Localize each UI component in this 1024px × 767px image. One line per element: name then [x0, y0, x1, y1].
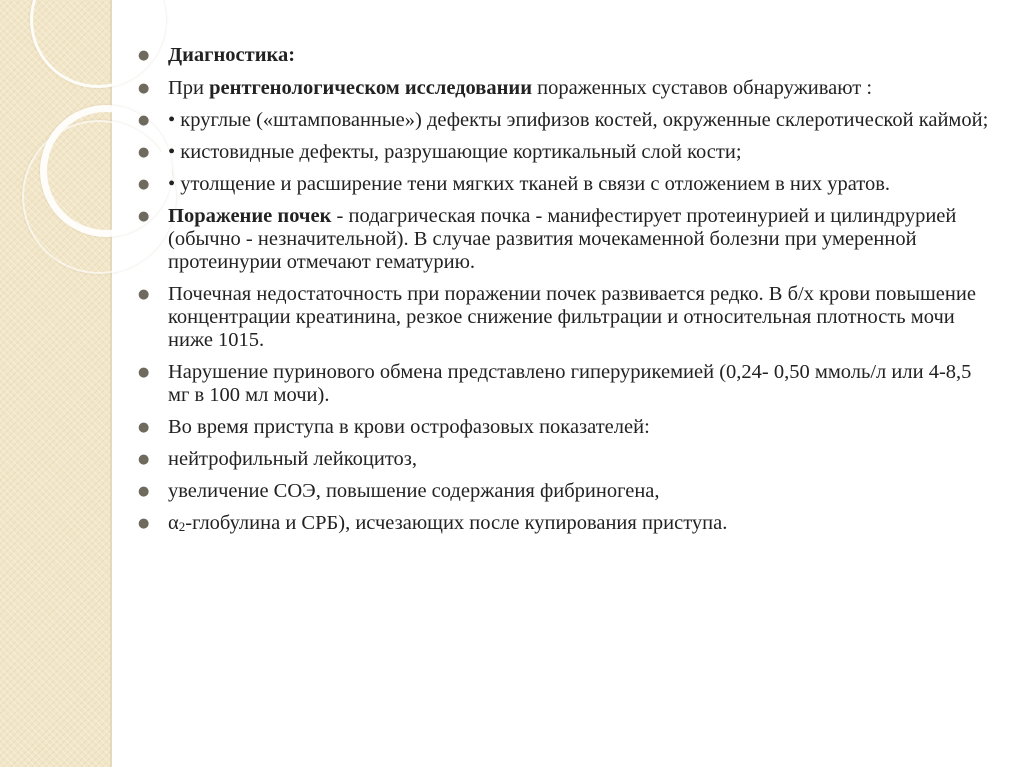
- list-item-pre: При: [168, 77, 210, 99]
- list-item-rest: -глобулина и СРБ), исчезающих после купирования приступа.: [185, 512, 728, 534]
- bold-xray: рентгенологическом исследовании: [209, 77, 533, 99]
- list-item-text: Нарушение пуринового обмена представлено гиперурикемией (0,24- 0,50 ммоль/л или 4-8,5 мг в 100 мл мочи).: [168, 361, 972, 406]
- list-item-text: • утолщение и расширение тени мягких тканей в связи с отложением в них уратов.: [168, 173, 891, 195]
- list-item-attack: [136, 416, 996, 439]
- bullet-icon: ●: [138, 145, 150, 160]
- list-item-text: [168, 77, 872, 99]
- bullet-icon: ●: [138, 113, 150, 128]
- list-item-text: [168, 205, 956, 273]
- list-item-renal-failure: [136, 283, 996, 352]
- bullet-list: [136, 44, 996, 541]
- alpha-symbol: α: [168, 512, 179, 534]
- bullet-icon: ●: [138, 209, 150, 224]
- bullet-icon: ●: [138, 48, 150, 63]
- list-item-text: увеличение СОЭ, повышение содержания фибриногена,: [168, 480, 660, 502]
- list-item-esr: [136, 480, 996, 503]
- list-item-purine: [136, 361, 996, 407]
- heading-diagnostics: Диагностика:: [168, 44, 296, 66]
- list-item-text: • круглые («штампованные») дефекты эпифизов костей, окруженные склеротической каймой;: [168, 109, 989, 131]
- list-item-text: Во время приступа в крови острофазовых показателей:: [168, 416, 650, 438]
- list-item-text: нейтрофильный лейкоцитоз,: [168, 448, 417, 470]
- bullet-icon: ●: [138, 81, 150, 96]
- bullet-icon: ●: [138, 177, 150, 192]
- bold-kidney: Поражение почек: [168, 205, 332, 227]
- subscript: 2: [178, 519, 186, 534]
- list-item-xray: [136, 77, 996, 100]
- list-item-cyst-defects: [136, 141, 996, 164]
- list-item-soft-tissue: [136, 173, 996, 196]
- bullet-icon: ●: [138, 516, 150, 531]
- list-item-globulin: [136, 512, 996, 535]
- list-item-kidney: [136, 205, 996, 274]
- bullet-icon: ●: [138, 484, 150, 499]
- bullet-icon: ●: [138, 287, 150, 302]
- list-item-text: Почечная недостаточность при поражении почек развивается редко. В б/х крови повышение концентрации креатинина, резкое снижение фильтрации и относительная плотность мочи ниже 1015.: [168, 283, 976, 351]
- bullet-icon: ●: [138, 452, 150, 467]
- list-item-rest: - подагрическая почка - манифестирует протеинурией и цилиндрурией (обычно - незначительной). В случае развития мочекаменной болезни при умеренной протеинурии отмечают гематурию.: [168, 205, 957, 273]
- list-item-text: [168, 44, 295, 66]
- list-item-round-defects: [136, 109, 996, 132]
- list-item-leukocytosis: [136, 448, 996, 471]
- bullet-icon: ●: [138, 365, 150, 380]
- list-item-diagnostics: [136, 44, 996, 67]
- list-item-text: [168, 512, 727, 534]
- list-item-rest: пораженных суставов обнаруживают :: [532, 77, 873, 99]
- bullet-icon: ●: [138, 420, 150, 435]
- list-item-text: • кистовидные дефекты, разрушающие кортикальный слой кости;: [168, 141, 742, 163]
